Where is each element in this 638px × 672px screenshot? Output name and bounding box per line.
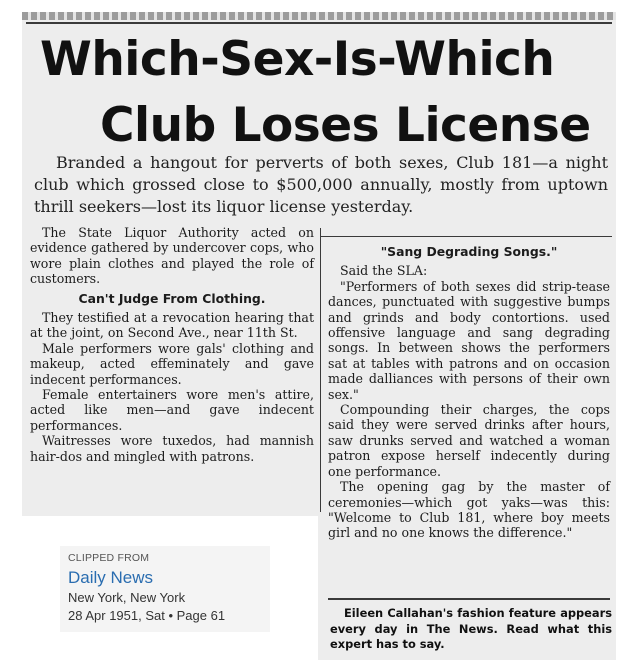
left-paragraph-2: They testified at a revocation hearing that at the joint, on Second Ave., near 11th St. (30, 310, 314, 341)
top-rule (26, 22, 612, 24)
publication-date-page: 28 Apr 1951, Sat • Page 61 (68, 608, 226, 623)
right-subhead: "Sang Degrading Songs." (380, 244, 558, 259)
right-column (328, 244, 610, 541)
clipped-from-label: CLIPPED FROM (68, 552, 150, 564)
left-paragraph-5: Waitresses wore tuxedos, had mannish hair-dos and mingled with patrons. (30, 433, 314, 464)
column-divider (320, 228, 321, 512)
left-paragraph-4: Female entertainers wore men's attire, acted like men—and gave indecent performances. (30, 387, 314, 433)
lead-paragraph (34, 152, 608, 218)
headline-line-2: Club Loses License (100, 98, 591, 153)
publication-location: New York, New York (68, 590, 186, 605)
right-paragraph-1: Said the SLA: (340, 263, 428, 279)
left-column (30, 225, 314, 464)
lead-text: Branded a hangout for perverts of both sexes, Club 181—a night club which grossed close to $500,000 annually, mostly from uptown thrill seekers—lost its liquor license yesterday. (34, 153, 608, 216)
publication-link[interactable]: Daily News (68, 568, 154, 587)
left-paragraph-1: The State Liquor Authority acted on evidence gathered by undercover cops, who wore plain clothes and played the role of customers. (30, 225, 314, 287)
right-paragraph-4: The opening gag by the master of ceremonies—which got yaks—was this: "Welcome to Club 181, where boy meets girl and no one knows the difference." (328, 479, 610, 541)
right-paragraph-2: "Performers of both sexes did strip-tease dances, punctuated with suggestive bumps and grinds and body contortions. used offensive language and sang degrading songs. In between shows the performers sat at tables with patrons and on occasion made dalliances with persons of their own sex." (328, 278, 610, 402)
left-paragraph-3: Male performers wore gals' clothing and makeup, acted effeminately and gave indecent performances. (30, 340, 314, 387)
headline-line-1: Which-Sex-Is-Which (40, 32, 555, 87)
clipping-info (60, 546, 270, 632)
masthead-strip (22, 12, 616, 20)
promo-box (330, 606, 612, 653)
promo-text: Eileen Callahan's fashion feature appears every day in The News. Read what this expert has to say. (330, 606, 612, 651)
left-subhead: Can't Judge From Clothing. (78, 290, 266, 306)
right-paragraph-3: Compounding their charges, the cops said they were served drinks after hours, saw drunks served and watched a woman patron expose herself indecently during one performance. (328, 402, 610, 479)
right-column-top-rule (320, 236, 612, 237)
promo-top-rule (328, 598, 610, 600)
